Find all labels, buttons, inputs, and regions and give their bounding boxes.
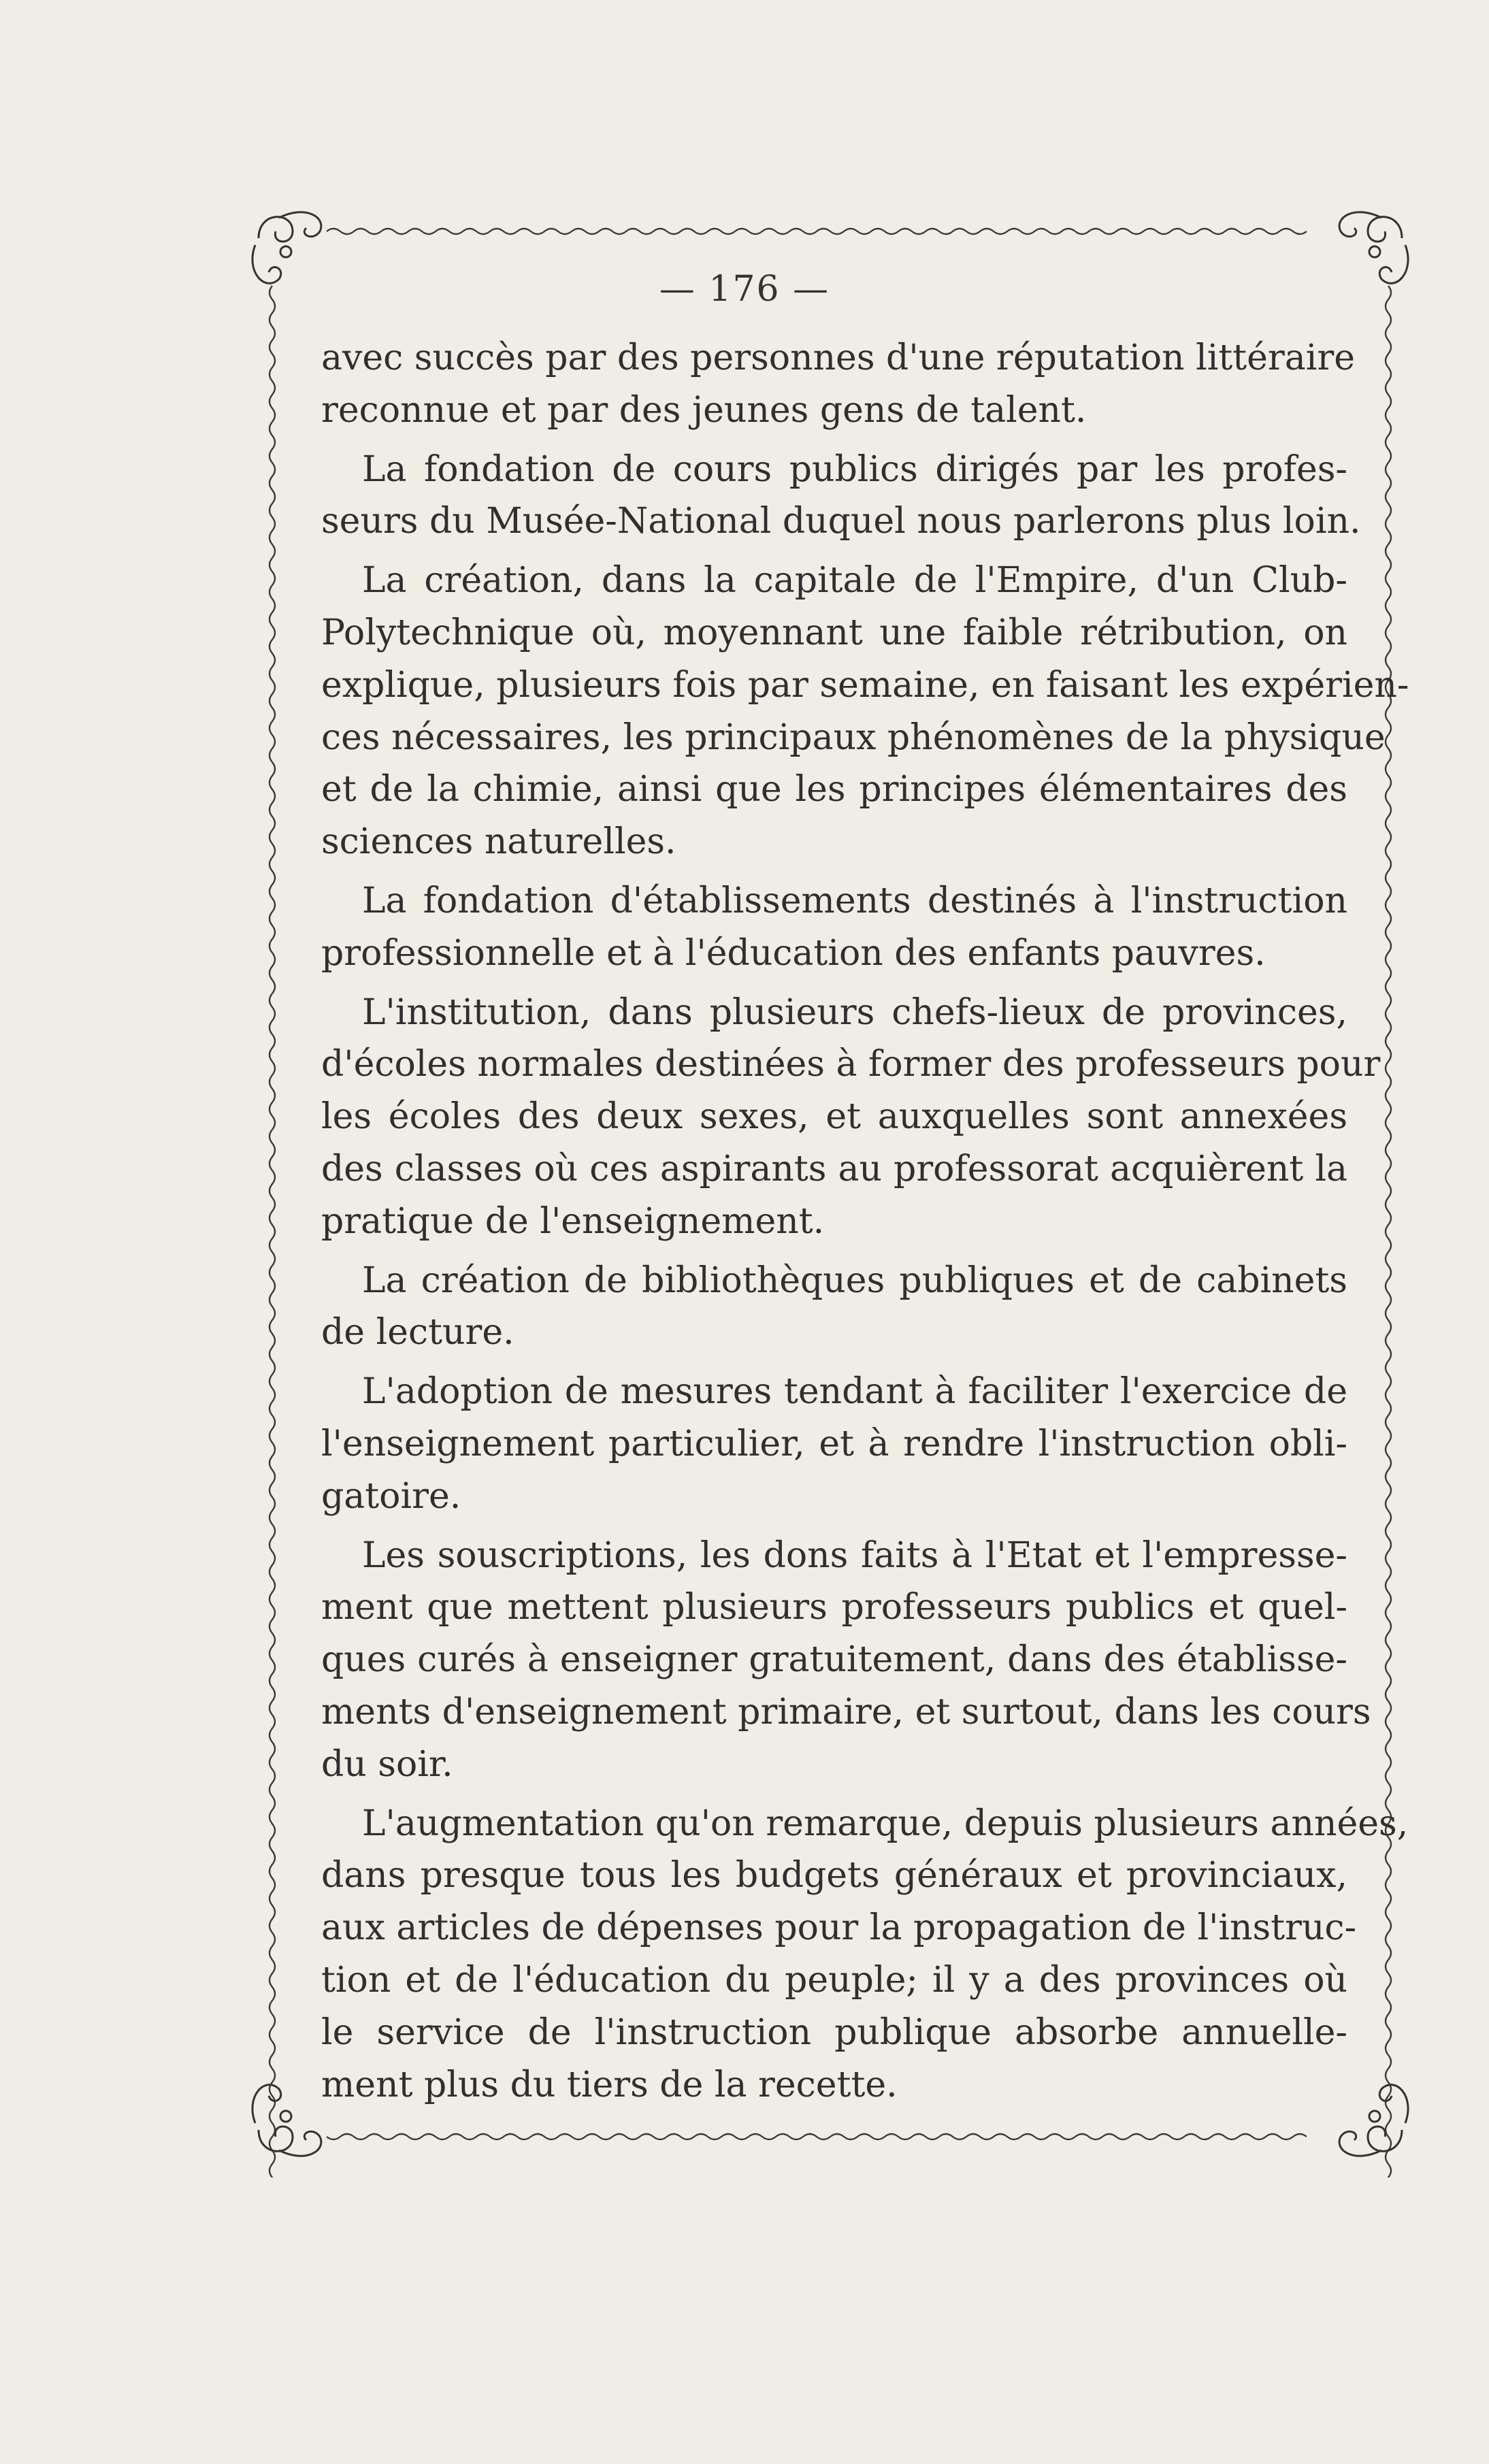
text-line: ment plus du tiers de la recette. — [321, 2064, 898, 2105]
paragraph — [321, 1798, 1409, 2112]
text-line: dans presque tous les budgets généraux et provinciaux, — [321, 1855, 1347, 1896]
paragraph-gap — [321, 980, 1347, 987]
text-line: ment que mettent plusieurs professeurs publics et quel- — [321, 1587, 1347, 1628]
corner-flourish-bottom-left — [252, 2085, 321, 2156]
text-line: d'écoles normales destinées à former des professeurs pour — [321, 1044, 1381, 1085]
text-line: La fondation d'établissements destinés à l'instruction — [362, 880, 1347, 921]
text-line: La fondation de cours publics dirigés par les profes- — [362, 448, 1347, 490]
paragraph — [321, 1366, 1347, 1522]
text-line: ques curés à enseigner gratuitement, dans des établisse- — [321, 1639, 1347, 1681]
text-line: ments d'enseignement primaire, et surtout, dans les cours — [321, 1691, 1371, 1732]
paragraph — [321, 1530, 1371, 1791]
frame-bottom-wave — [327, 2134, 1307, 2139]
text-line: L'adoption de mesures tendant à faciliter l'exercice de — [362, 1371, 1347, 1413]
paragraph — [321, 1255, 1347, 1360]
text-line: les écoles des deux sexes, et auxquelles sont annexées — [321, 1096, 1347, 1138]
text-line: le service de l'instruction publique absorbe annuelle- — [321, 2011, 1347, 2053]
text-line: L'augmentation qu'on remarque, depuis plusieurs années, — [362, 1803, 1409, 1844]
text-line: des classes où ces aspirants au professorat acquièrent la — [321, 1148, 1347, 1189]
text-line: du soir. — [321, 1743, 453, 1785]
paragraph — [321, 444, 1361, 548]
text-line: explique, plusieurs fois par semaine, en faisant les expérien- — [321, 664, 1409, 706]
paragraph-gap — [321, 548, 1347, 555]
text-line: professionnelle et à l'éducation des enfants pauvres. — [321, 932, 1266, 974]
text-line: gatoire. — [321, 1475, 461, 1517]
text-line: pratique de l'enseignement. — [321, 1200, 825, 1242]
text-line: tion et de l'éducation du peuple; il y a des provinces où — [321, 1959, 1347, 2001]
paragraph-gap — [321, 1248, 1347, 1255]
paragraph-gap — [321, 868, 1347, 875]
frame-right-wave — [1386, 286, 1391, 2178]
text-line: l'enseignement particulier, et à rendre l'instruction obli- — [321, 1423, 1347, 1464]
paragraph — [321, 555, 1409, 868]
text-line: sciences naturelles. — [321, 821, 676, 863]
corner-flourish-bottom-right — [1339, 2085, 1408, 2156]
frame-left-wave — [269, 286, 275, 2178]
text-line: Polytechnique où, moyennant une faible rétribution, on — [321, 612, 1347, 653]
paragraph-gap — [321, 1523, 1347, 1530]
paragraph — [321, 332, 1356, 437]
text-line: reconnue et par des jeunes gens de talent. — [321, 389, 1087, 431]
text-line: L'institution, dans plusieurs chefs-lieux de provinces, — [362, 991, 1347, 1033]
text-line: et de la chimie, ainsi que les principes élémentaires des — [321, 769, 1347, 810]
text-line: seurs du Musée-National duquel nous parlerons plus loin. — [321, 501, 1361, 542]
frame-top-wave — [327, 229, 1307, 234]
paragraph-gap — [321, 1791, 1347, 1798]
text-line: Les souscriptions, les dons faits à l'Etat et l'empresse- — [362, 1534, 1347, 1576]
paragraph-gap — [321, 437, 1347, 444]
text-line: aux articles de dépenses pour la propagation de l'instruc- — [321, 1907, 1357, 1949]
text-line: de lecture. — [321, 1312, 514, 1353]
page-number: — 176 — — [659, 269, 830, 310]
paragraph — [321, 875, 1347, 980]
text-line: ces nécessaires, les principaux phénomènes de la physique — [321, 717, 1386, 758]
body-text — [321, 332, 1409, 2111]
text-line: La création de bibliothèques publiques et de cabinets — [362, 1260, 1347, 1301]
paragraph — [321, 987, 1381, 1248]
paragraph-gap — [321, 1359, 1347, 1366]
text-line: La création, dans la capitale de l'Empire, d'un Club- — [362, 560, 1347, 602]
text-line: avec succès par des personnes d'une réputation littéraire — [321, 338, 1356, 378]
